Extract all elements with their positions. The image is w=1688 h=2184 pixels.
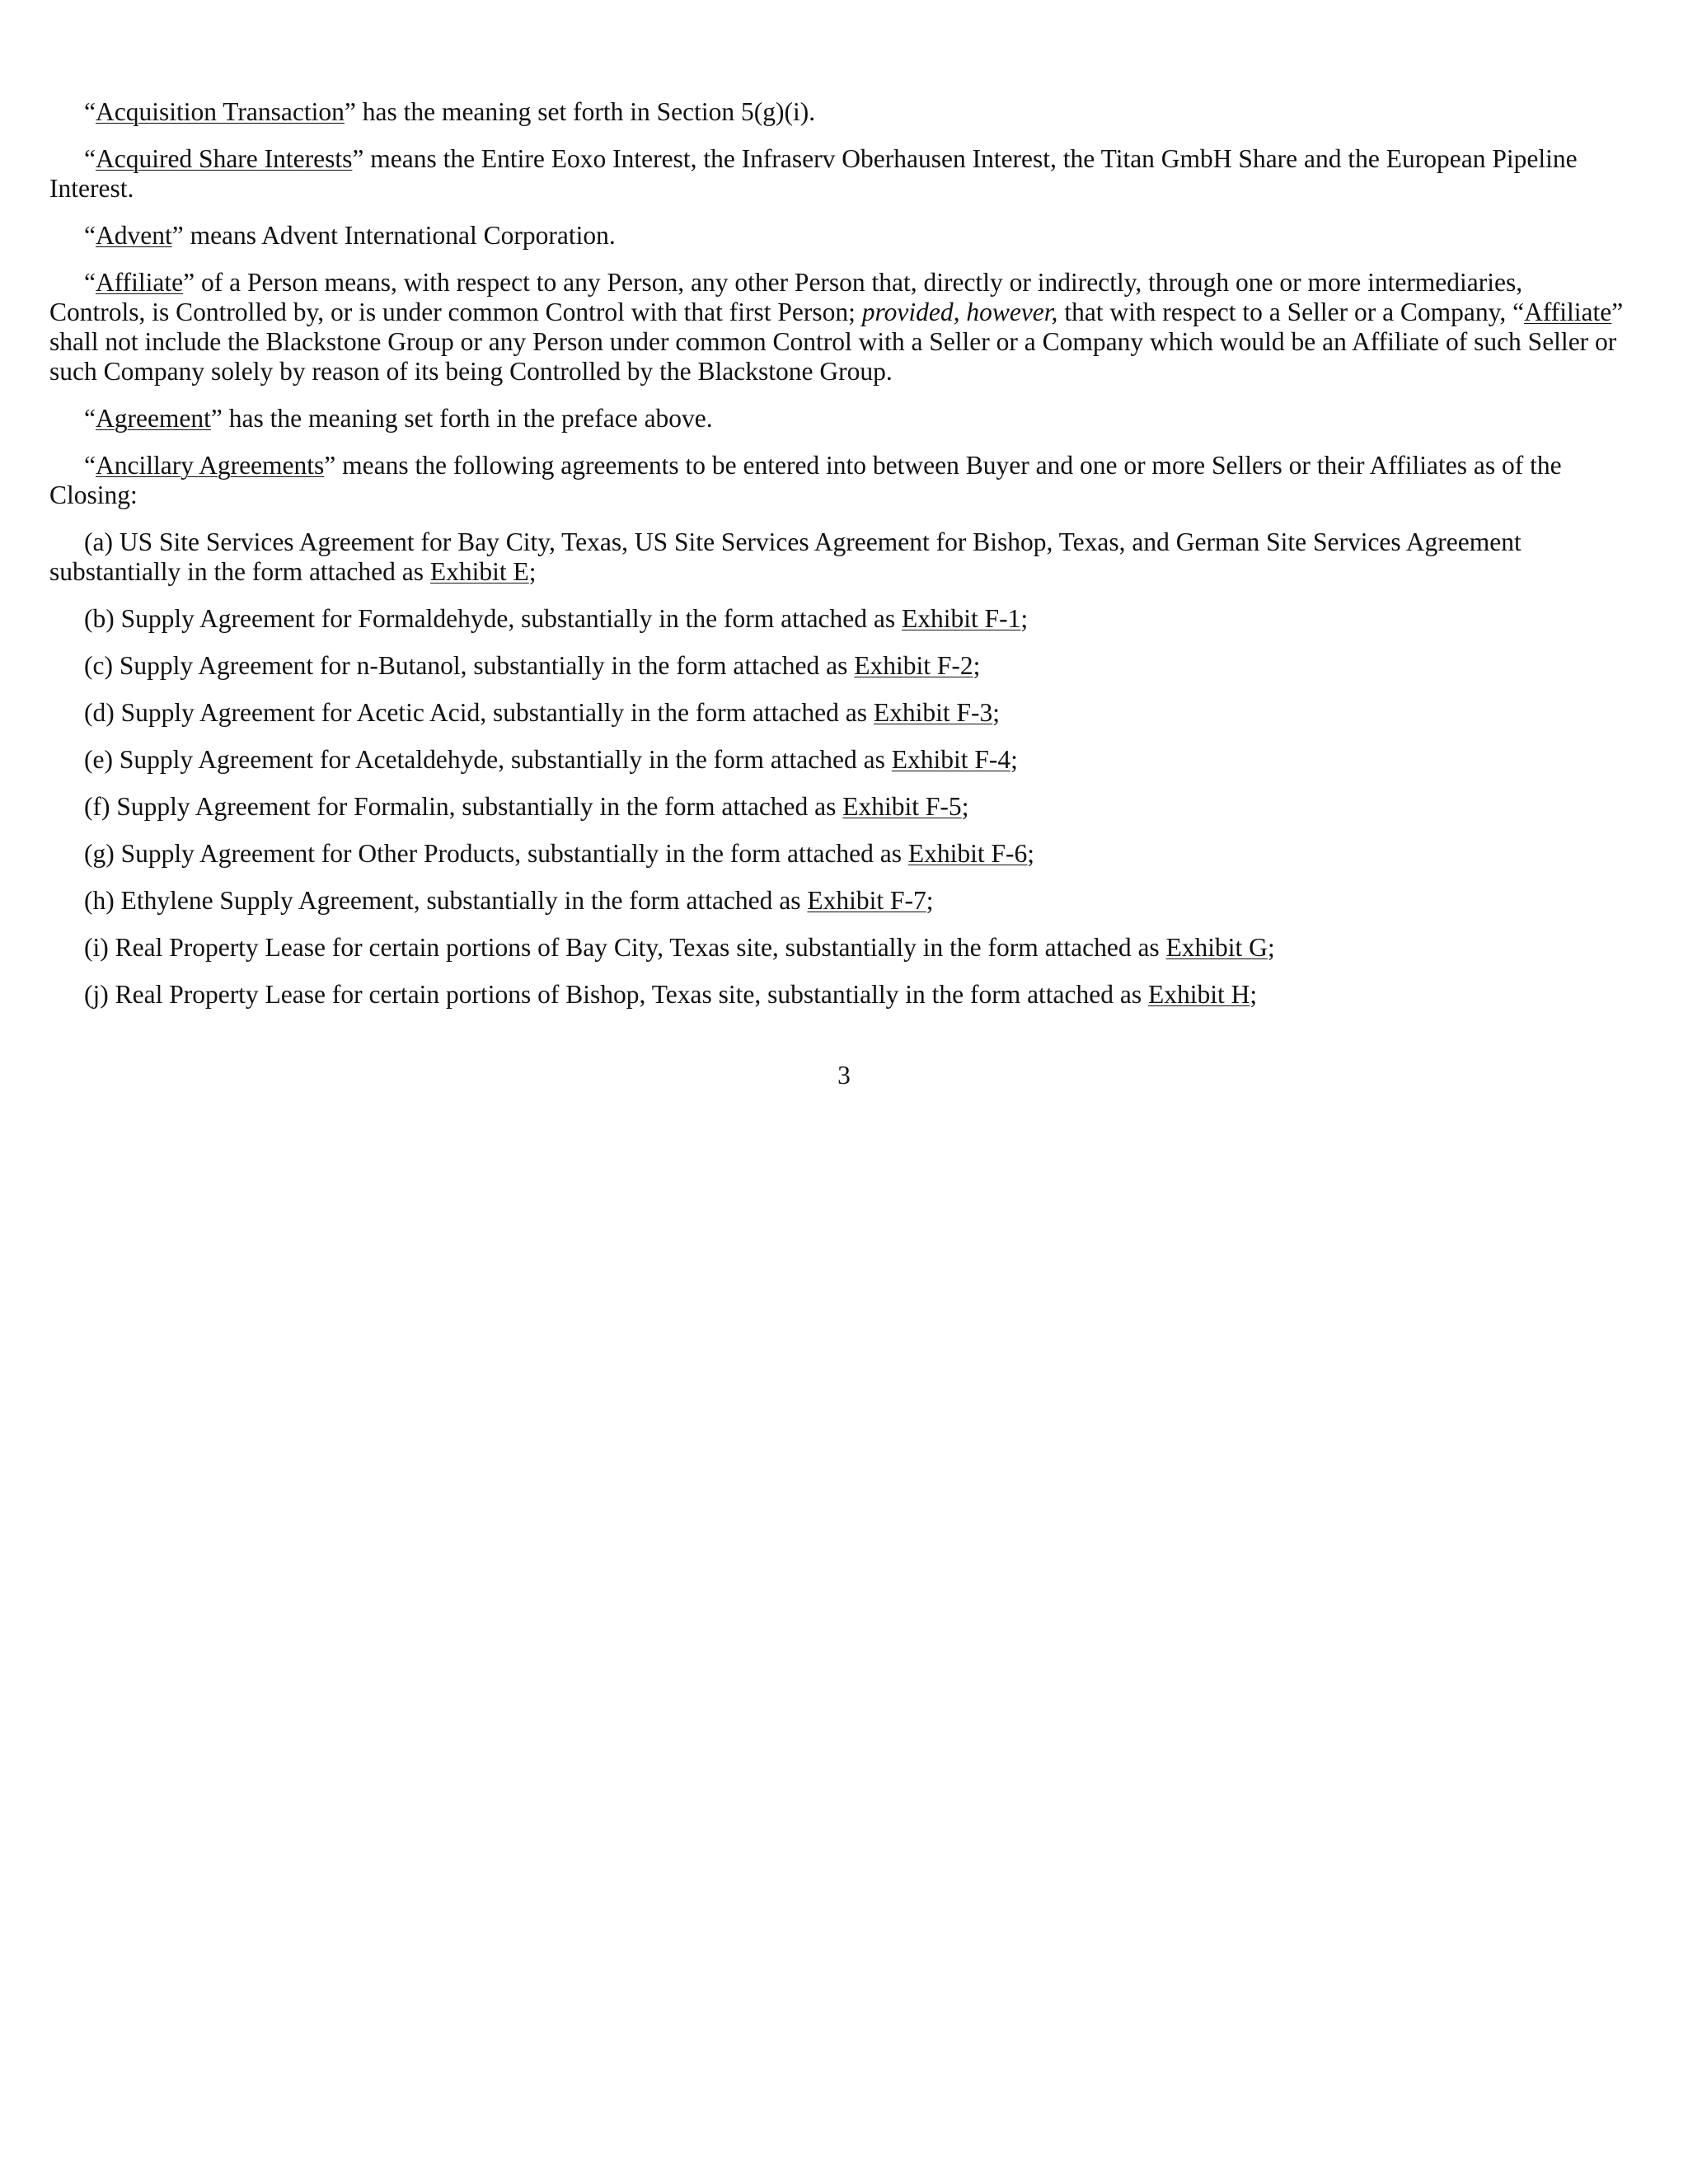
item-end: ; [992, 698, 1001, 727]
definition-text: ” has the meaning set forth in the preface above. [210, 404, 713, 433]
ancillary-item-e [49, 745, 1624, 775]
item-end: ; [1267, 933, 1275, 962]
definition-text: ” of a Person means, with respect to any Person, any other Person that, directly or indirectly, through one or more intermediaries, Controls, is Controlled by, or is under common Control with that first Person; [49, 268, 1523, 326]
exhibit-reference: Exhibit F-6 [907, 839, 1028, 868]
item-end: ; [528, 557, 537, 586]
defined-term: Affiliate [95, 268, 184, 297]
ancillary-item-c [49, 651, 1624, 681]
ancillary-item-j [49, 980, 1624, 1010]
definition-acquired-share-interests [49, 144, 1624, 204]
item-end: ; [1020, 604, 1029, 633]
definition-advent [49, 221, 1624, 251]
ancillary-item-f [49, 792, 1624, 822]
ancillary-item-a [49, 527, 1624, 587]
item-text: (h) Ethylene Supply Agreement, substantially in the form attached as [84, 886, 808, 915]
defined-term: Ancillary Agreements [95, 451, 325, 480]
item-text: (g) Supply Agreement for Other Products, substantially in the form attached as [84, 839, 908, 868]
item-end: ; [973, 651, 981, 680]
definition-text: ” means Advent International Corporation. [171, 221, 616, 250]
defined-term: Affiliate [1524, 298, 1612, 326]
ancillary-item-g [49, 839, 1624, 869]
item-text: (d) Supply Agreement for Acetic Acid, substantially in the form attached as [84, 698, 874, 727]
open-quote: “ [84, 404, 96, 433]
item-text: (f) Supply Agreement for Formalin, substantially in the form attached as [84, 792, 843, 821]
defined-term: Acquisition Transaction [95, 97, 345, 126]
definition-ancillary-agreements [49, 451, 1624, 510]
definition-text: that with respect to a Seller or a Company, “ [1057, 298, 1525, 326]
definition-acquisition-transaction [49, 97, 1624, 127]
exhibit-reference: Exhibit H [1148, 980, 1250, 1009]
defined-term: Acquired Share Interests [95, 144, 353, 173]
open-quote: “ [84, 451, 96, 480]
exhibit-reference: Exhibit F-3 [873, 698, 993, 727]
item-text: (i) Real Property Lease for certain portions of Bay City, Texas site, substantially in the form attached as [84, 933, 1166, 962]
item-end: ; [1250, 980, 1258, 1009]
defined-term: Advent [95, 221, 172, 250]
exhibit-reference: Exhibit F-2 [854, 651, 973, 680]
item-text: (e) Supply Agreement for Acetaldehyde, substantially in the form attached as [84, 745, 892, 774]
item-text: (b) Supply Agreement for Formaldehyde, substantially in the form attached as [84, 604, 903, 633]
ancillary-item-b [49, 604, 1624, 634]
definition-text: ” has the meaning set forth in Section 5(g)(i). [344, 97, 816, 126]
proviso-text: provided, however, [861, 298, 1058, 326]
item-text: (c) Supply Agreement for n-Butanol, substantially in the form attached as [84, 651, 855, 680]
item-end: ; [961, 792, 969, 821]
ancillary-item-d [49, 698, 1624, 728]
open-quote: “ [84, 221, 96, 250]
document-page [49, 97, 1624, 1027]
open-quote: “ [84, 268, 96, 297]
definition-text: ” means the Entire Eoxo Interest, the Infraserv Oberhausen Interest, the Titan GmbH Share and the European Pipeline Interest. [49, 144, 1578, 203]
item-text: (a) US Site Services Agreement for Bay City, Texas, US Site Services Agreement for Bishop, Texas, and German Site Services Agreement substantially in the form attached as [49, 527, 1522, 586]
definition-affiliate [49, 268, 1624, 387]
exhibit-reference: Exhibit E [429, 557, 529, 586]
item-end: ; [1027, 839, 1035, 868]
exhibit-reference: Exhibit F-1 [902, 604, 1021, 633]
ancillary-item-i [49, 933, 1624, 963]
item-text: (j) Real Property Lease for certain portions of Bishop, Texas site, substantially in the form attached as [84, 980, 1148, 1009]
exhibit-reference: Exhibit F-5 [842, 792, 962, 821]
definition-text: ” shall not include the Blackstone Group or any Person under common Control with a Seller or a Company which would be an Affiliate of such Seller or such Company solely by reason of its being Controlled by the Blackstone Group. [49, 298, 1624, 386]
definition-agreement [49, 404, 1624, 434]
defined-term: Agreement [95, 404, 211, 433]
open-quote: “ [84, 144, 96, 173]
exhibit-reference: Exhibit F-7 [807, 886, 926, 915]
item-end: ; [1010, 745, 1018, 774]
open-quote: “ [84, 97, 96, 126]
item-end: ; [926, 886, 934, 915]
definition-text: ” means the following agreements to be entered into between Buyer and one or more Sellers or their Affiliates as of the Closing: [49, 451, 1562, 509]
ancillary-item-h [49, 886, 1624, 916]
page-number: 3 [837, 1061, 851, 1090]
exhibit-reference: Exhibit G [1165, 933, 1268, 962]
exhibit-reference: Exhibit F-4 [891, 745, 1011, 774]
